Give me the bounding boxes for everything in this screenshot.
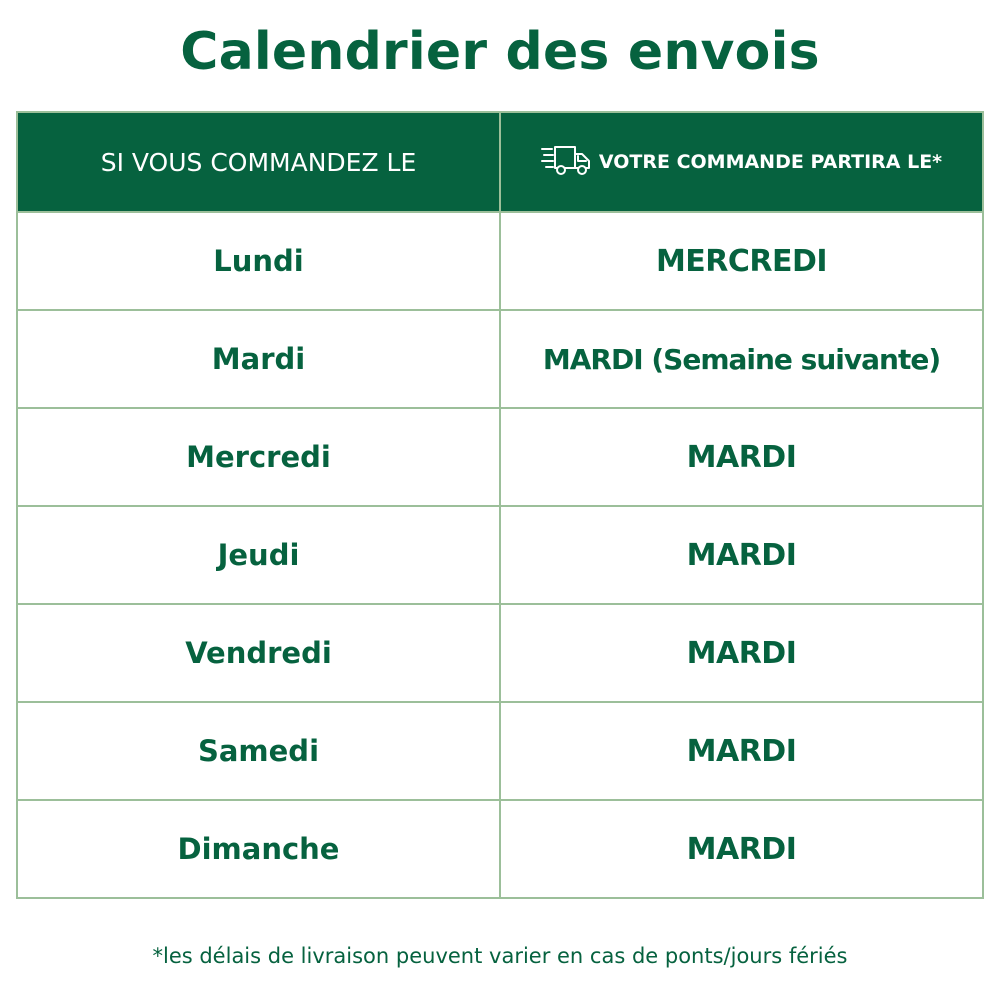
header-order-day: SI VOUS COMMANDEZ LE: [17, 112, 500, 212]
table-row: [17, 702, 983, 800]
header-ship-day-label: VOTRE COMMANDE PARTIRA LE*: [598, 150, 943, 173]
table-row: [17, 212, 983, 310]
ship-day-cell: MARDI: [500, 408, 983, 506]
order-day-cell: Vendredi: [17, 604, 500, 702]
table-header-row: [17, 112, 983, 212]
ship-day-cell: MARDI: [500, 800, 983, 898]
ship-day-cell: MARDI: [500, 604, 983, 702]
page-title: Calendrier des envois: [180, 22, 820, 82]
order-day-cell: Mercredi: [17, 408, 500, 506]
table-row: [17, 800, 983, 898]
shipping-schedule-table: [16, 111, 984, 899]
order-day-cell: Jeudi: [17, 506, 500, 604]
table-row: [17, 310, 983, 408]
header-ship-day: [500, 112, 983, 212]
fast-delivery-truck-icon: [541, 143, 591, 182]
table-row: [17, 408, 983, 506]
ship-day-cell: MARDI: [500, 702, 983, 800]
delivery-footnote: *les délais de livraison peuvent varier en cas de ponts/jours fériés: [152, 944, 848, 968]
order-day-cell: Dimanche: [17, 800, 500, 898]
ship-day-cell: MERCREDI: [500, 212, 983, 310]
order-day-cell: Mardi: [17, 310, 500, 408]
ship-day-cell: MARDI: [500, 506, 983, 604]
order-day-cell: Samedi: [17, 702, 500, 800]
ship-day-cell: MARDI (Semaine suivante): [500, 310, 983, 408]
table-row: [17, 506, 983, 604]
order-day-cell: Lundi: [17, 212, 500, 310]
table-row: [17, 604, 983, 702]
